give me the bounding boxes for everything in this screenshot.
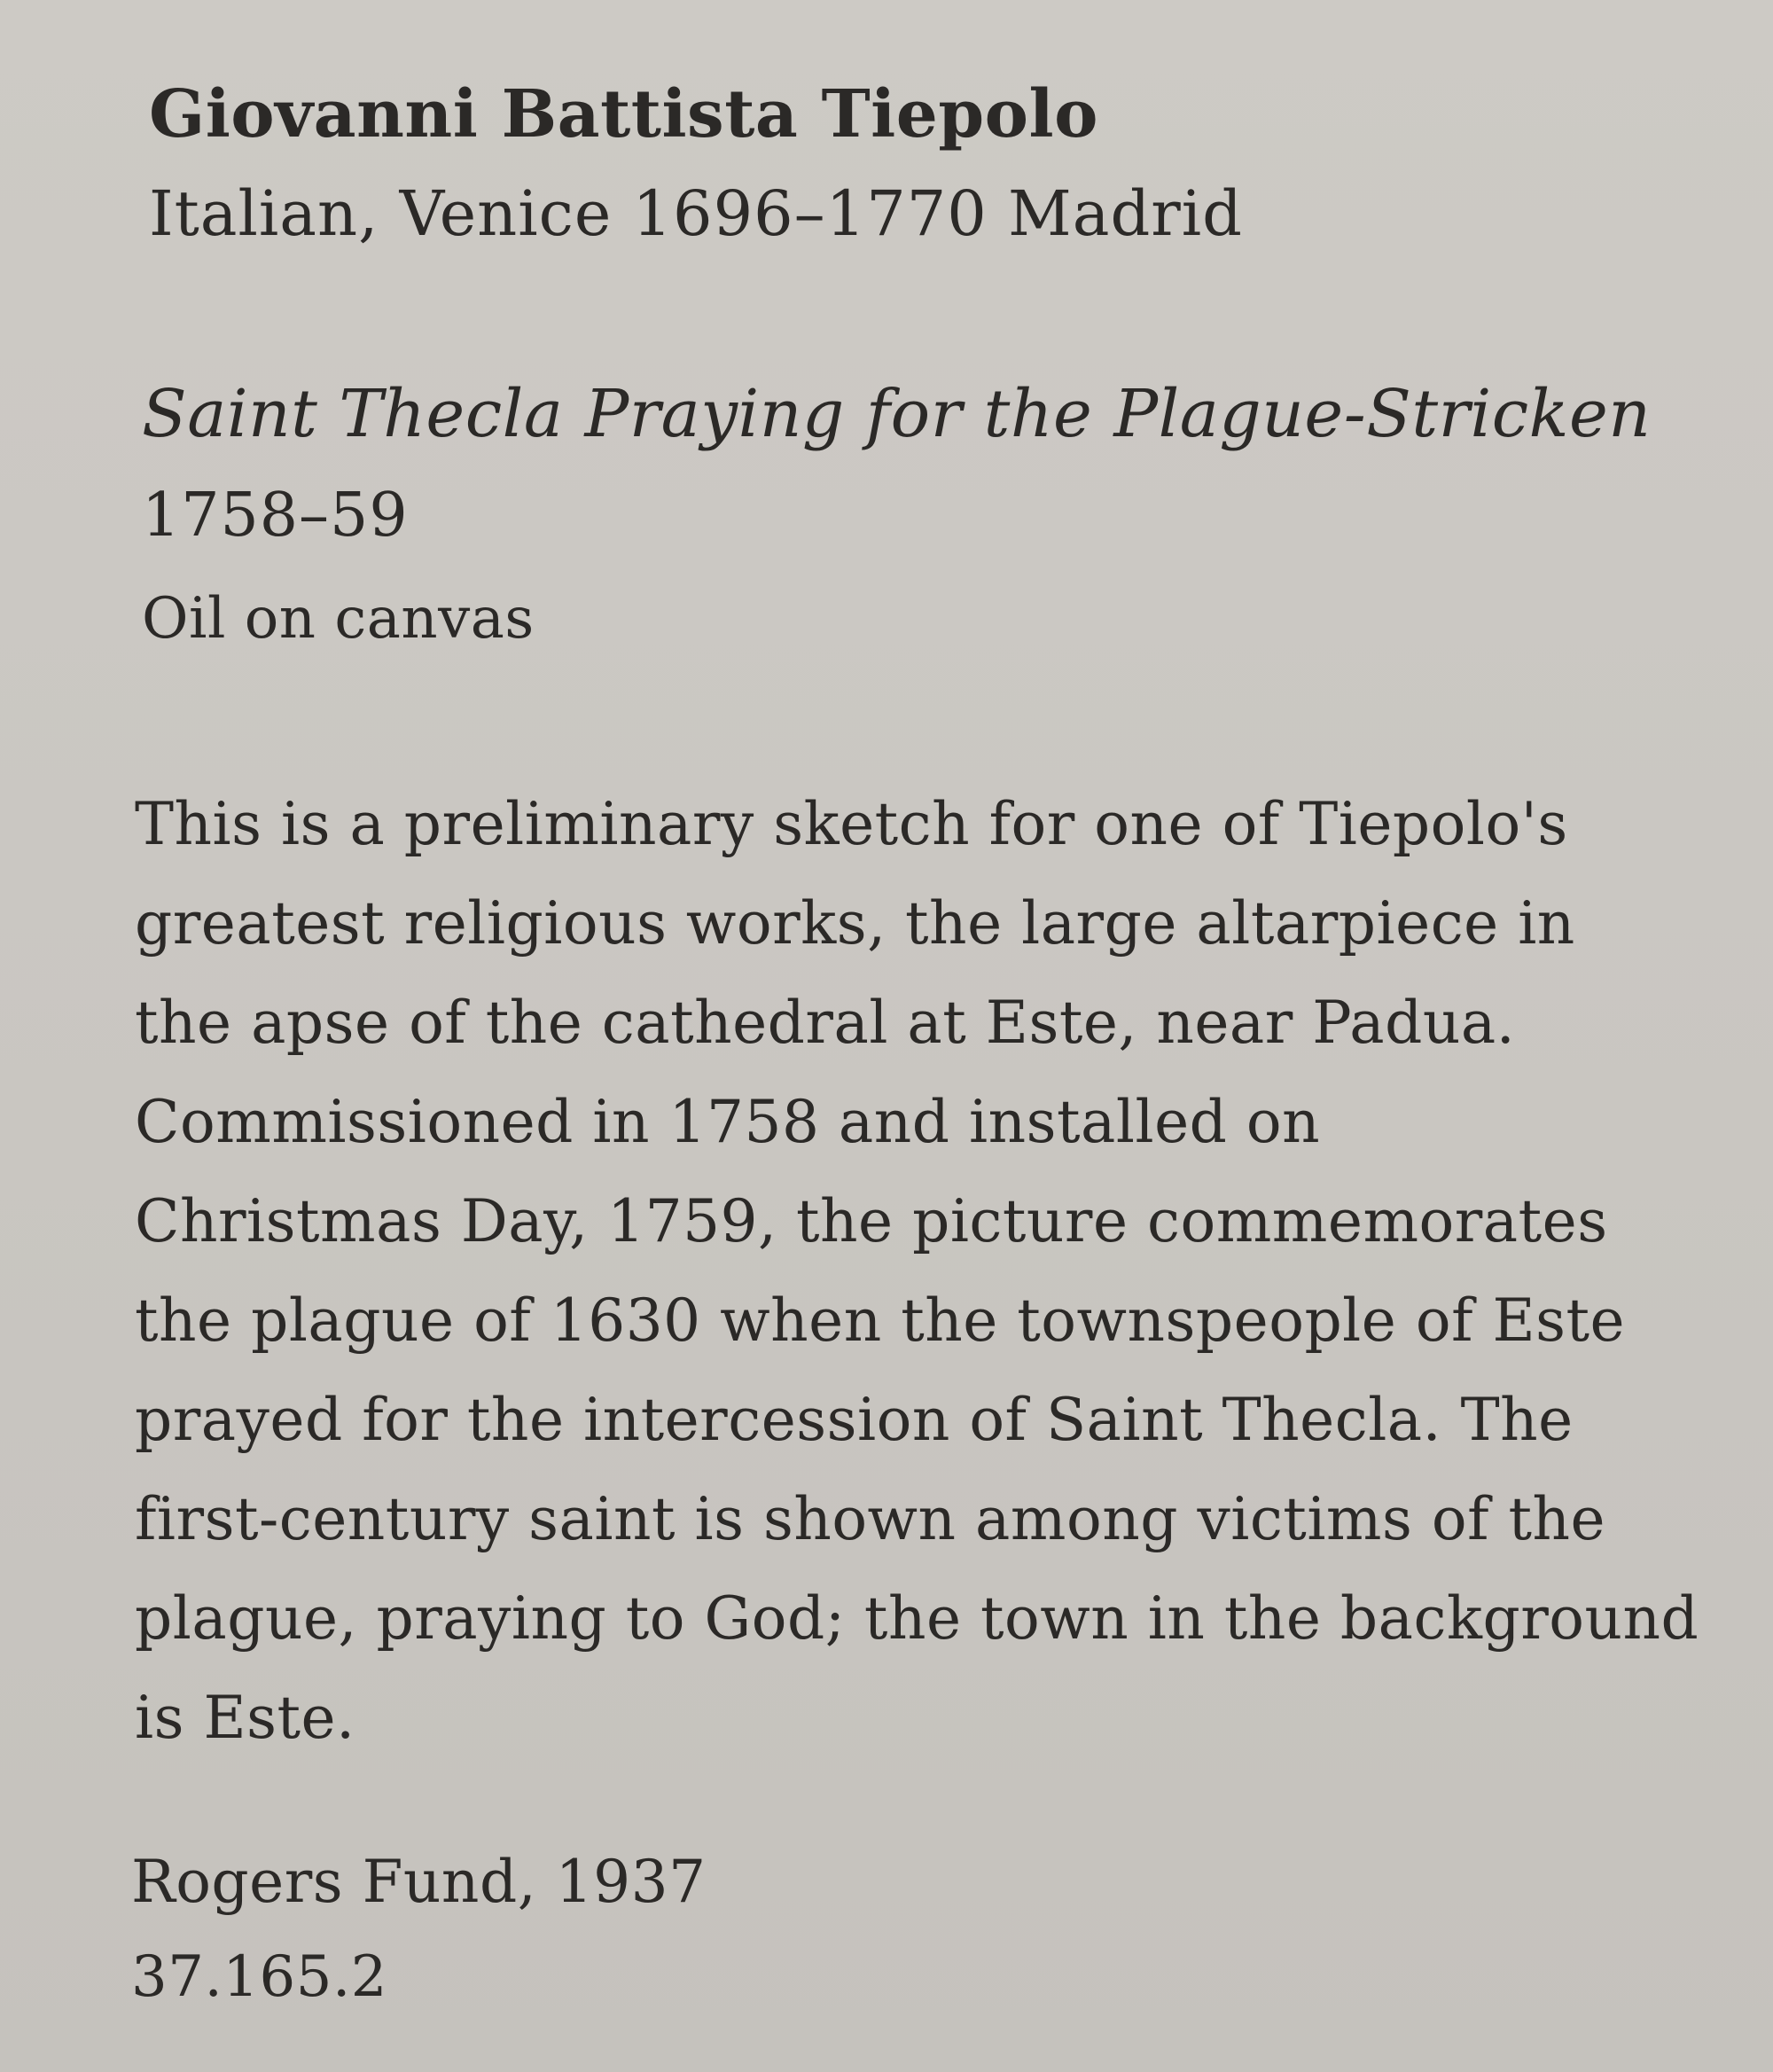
artist-name: Giovanni Battista Tiepolo	[149, 76, 1098, 152]
description-line: the plague of 1630 when the townspeople of Este	[135, 1286, 1626, 1355]
description-line: prayed for the intercession of Saint Thecla. The	[135, 1386, 1574, 1454]
description-line: the apse of the cathedral at Este, near Padua.	[135, 989, 1516, 1057]
artwork-date: 1758–59	[142, 481, 409, 551]
artwork-title: Saint Thecla Praying for the Plague-Stricken	[142, 376, 1652, 452]
description-line: greatest religious works, the large altarpiece in	[135, 889, 1575, 958]
description-line: first-century saint is shown among victims of the	[135, 1485, 1606, 1553]
description-line: plague, praying to God; the town in the background	[135, 1584, 1699, 1653]
credit-line: Rogers Fund, 1937	[131, 1848, 707, 1916]
artist-nationality-dates: Italian, Venice 1696–1770 Madrid	[149, 177, 1243, 250]
accession-number: 37.165.2	[131, 1944, 387, 2010]
description-line: Commissioned in 1758 and installed on	[135, 1088, 1321, 1156]
description-line: This is a preliminary sketch for one of Tiepolo's	[135, 790, 1568, 858]
description-line: Christmas Day, 1759, the picture commemorates	[135, 1187, 1608, 1255]
artwork-medium: Oil on canvas	[142, 586, 535, 652]
artwork-description	[135, 775, 1699, 1768]
description-line: is Este.	[135, 1684, 355, 1752]
